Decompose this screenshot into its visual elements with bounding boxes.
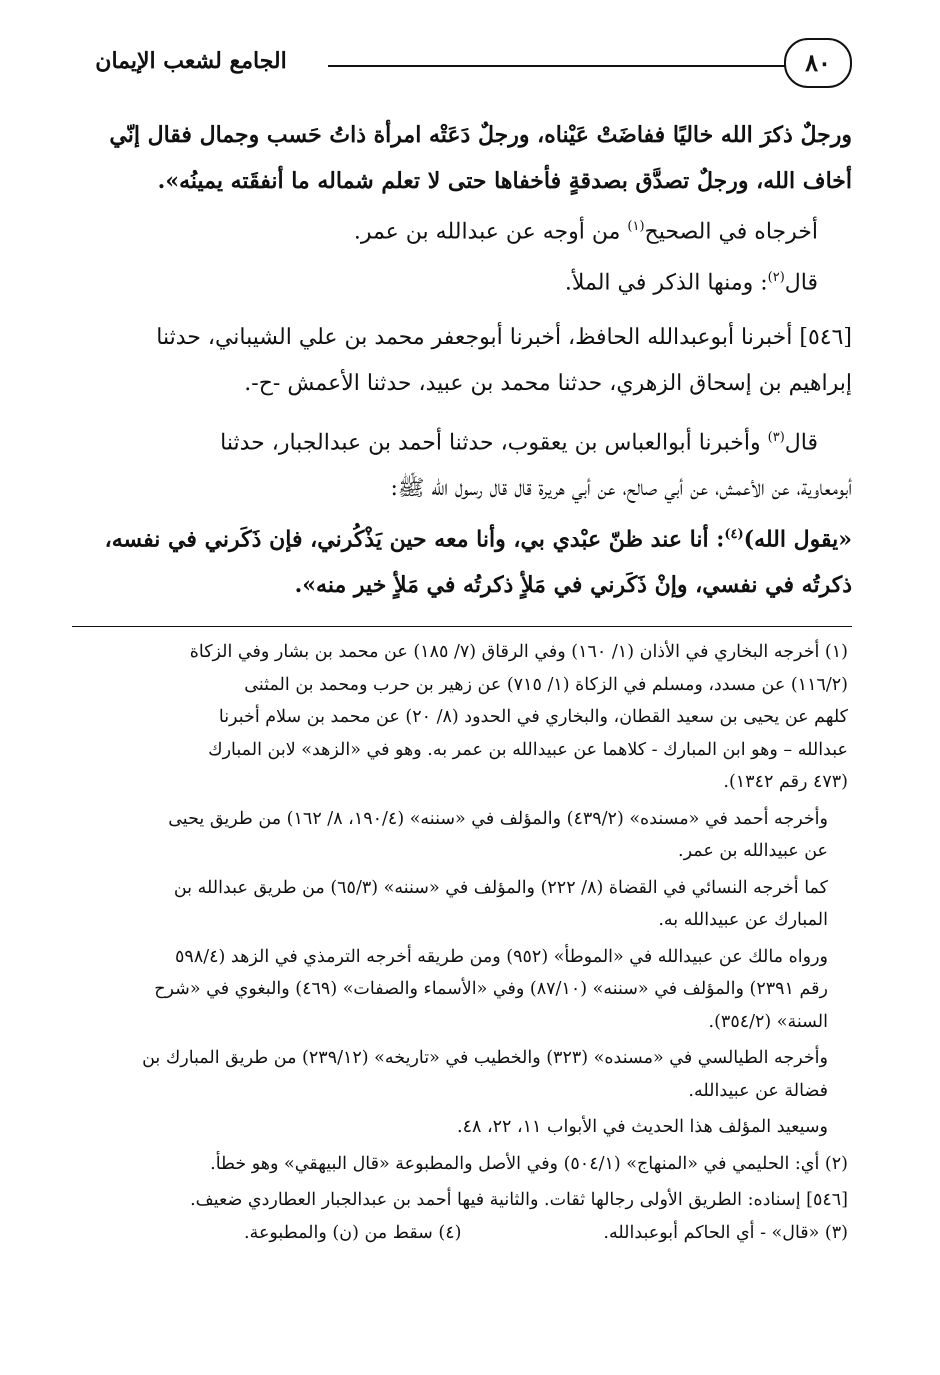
text-line: (١) أخرجه البخاري في الأذان (١/ ١٦٠) وفي الرقاق (٧/ ١٨٥) عن محمد بن بشار وفي الزكاة (189, 642, 848, 662)
text-segment: من أوجه عن عبدالله بن عمر. (353, 219, 628, 245)
text-line: رقم ٢٣٩١) والمؤلف في «سننه» (٨٧/١٠) وفي «الأسماء والصفات» (٤٦٩) والبغوي في «شرح (154, 979, 828, 999)
text-segment: قال (784, 429, 818, 455)
text-line: كما أخرجه النسائي في القضاة (٨/ ٢٢٢) والمؤلف في «سننه» (٦٥/٣) من طريق عبدالله بن (173, 877, 828, 898)
takhrij-line (70, 204, 852, 255)
footnote-1-para-5 (74, 1042, 848, 1107)
footnote-546 (74, 1184, 848, 1217)
text-line: وأخرجه الطيالسي في «مسنده» (٣٢٣) والخطيب في «تاريخه» (٢٣٩/١٢) من طريق المبارك بن (142, 1048, 828, 1068)
isnad-546 (70, 315, 852, 407)
footnote-1-para-2 (74, 803, 848, 868)
text-segment: : أنا عند ظنّ عبْدي بي، وأنا معه حين يَذْكُرني، فإن ذَكَرني في نفسه، (104, 526, 725, 553)
header-rule (328, 65, 786, 67)
text-segment: «يقول الله) (743, 526, 852, 553)
footnote-ref: (٢) (767, 270, 785, 286)
text-line: ورواه مالك عن عبيدالله في «الموطأ» (٩٥٢) ومن طريقه أخرجه الترمذي في الزهد (٥٩٨/٤ (175, 946, 828, 967)
text-line: أبومعاوية، عن الأعمش، عن أبي صالح، عن أبي هريرة قال قال رسول الله ﷺ: (390, 475, 852, 501)
text-line: عن عبيدالله بن عمر. (678, 841, 828, 861)
footnote-separator (72, 626, 852, 627)
text-line: (١١٦/٢) عن مسدد، ومسلم في الزكاة (١/ ٧١٥) عن زهير بن حرب ومحمد بن المثنى (244, 674, 848, 695)
text-segment: أخرجاه في الصحيح (644, 219, 818, 245)
footnote-1-para-3 (74, 872, 848, 937)
page-header (60, 38, 852, 88)
text-line: إبراهيم بن إسحاق الزهري، حدثنا محمد بن عبيد، حدثنا الأعمش -ح-. (244, 370, 852, 396)
page-number: ٨٠ (784, 38, 852, 88)
footnote-3: (٣) «قال» - أي الحاكم أبوعبدالله. (603, 1222, 848, 1243)
footnote-4: (٤) سقط من (ن) والمطبوعة. (244, 1222, 462, 1243)
isnad-second-cont (70, 466, 852, 512)
hadith-continuation (70, 112, 852, 204)
footnote-2 (74, 1148, 848, 1181)
text-segment: : ومنها الذكر في الملأ. (564, 270, 768, 296)
text-line: عبدالله – وهو ابن المبارك - كلاهما عن عبيدالله بن عمر به. وهو في «الزهد» لابن المبارك (208, 739, 848, 760)
text-line: ذكرتُه في نفسي، وإنْ ذَكَرني في مَلأٍ ذكرتُه في مَلأٍ خير منه». (294, 572, 852, 599)
text-line: [٥٤٦] أخبرنا أبوعبدالله الحافظ، أخبرنا أبوجعفر محمد بن علي الشيباني، حدثنا (156, 324, 852, 350)
isnad-second (70, 415, 852, 466)
text-line: ورجلٌ ذكرَ الله خاليًا ففاضَتْ عَيْناه، ورجلٌ دَعَتْه امرأة ذاتُ حَسب وجمال فقال إنّي (109, 122, 852, 148)
text-segment: وأخبرنا أبوالعباس بن يعقوب، حدثنا أحمد بن عبدالجبار، حدثنا (220, 429, 768, 455)
text-line: وسيعيد المؤلف هذا الحديث في الأبواب ١١، ٢٢، ٤٨. (457, 1117, 828, 1137)
matn (70, 512, 852, 608)
text-line: السنة» (٣٥٤/٢). (708, 1011, 828, 1032)
text-line: [٥٤٦] إسناده: الطريق الأولى رجالها ثقات. والثانية فيها أحمد بن عبدالجبار العطاردي ضعيف. (190, 1190, 848, 1210)
footnote-ref: (٤) (724, 526, 744, 542)
running-title: الجامع لشعب الإيمان (95, 48, 287, 74)
footnote-1-para-6 (74, 1111, 848, 1144)
text-line: (٤٧٣ رقم ١٣٤٢). (723, 772, 848, 792)
footnote-1-para-4 (74, 941, 848, 1039)
text-line: فضالة عن عبيدالله. (688, 1080, 828, 1101)
footnote-ref: (١) (627, 219, 645, 234)
footnote-1 (74, 636, 848, 799)
footnotes-3-4 (74, 1217, 848, 1250)
text-line: المبارك عن عبيدالله به. (658, 910, 828, 930)
text-line: أخاف الله، ورجلٌ تصدَّق بصدقةٍ فأخفاها حتى لا تعلم شماله ما أنفقَته يمينُه». (157, 168, 852, 194)
text-line: وأخرجه أحمد في «مسنده» (٤٣٩/٢) والمؤلف في «سننه» (١٩٠/٤، ٨/ ١٦٢) من طريق يحيى (168, 808, 828, 829)
footnotes (74, 636, 848, 1249)
main-text (70, 112, 852, 608)
text-segment: قال (784, 270, 818, 296)
footnote-ref: (٣) (767, 429, 785, 445)
qala-line (70, 255, 852, 306)
text-line: (٢) أي: الحليمي في «المنهاج» (٥٠٤/١) وفي الأصل والمطبوعة «قال البيهقي» وهو خطأ. (210, 1153, 848, 1174)
text-line: كلهم عن يحيى بن سعيد القطان، والبخاري في الحدود (٨/ ٢٠) عن محمد بن سلام أخبرنا (218, 707, 848, 727)
